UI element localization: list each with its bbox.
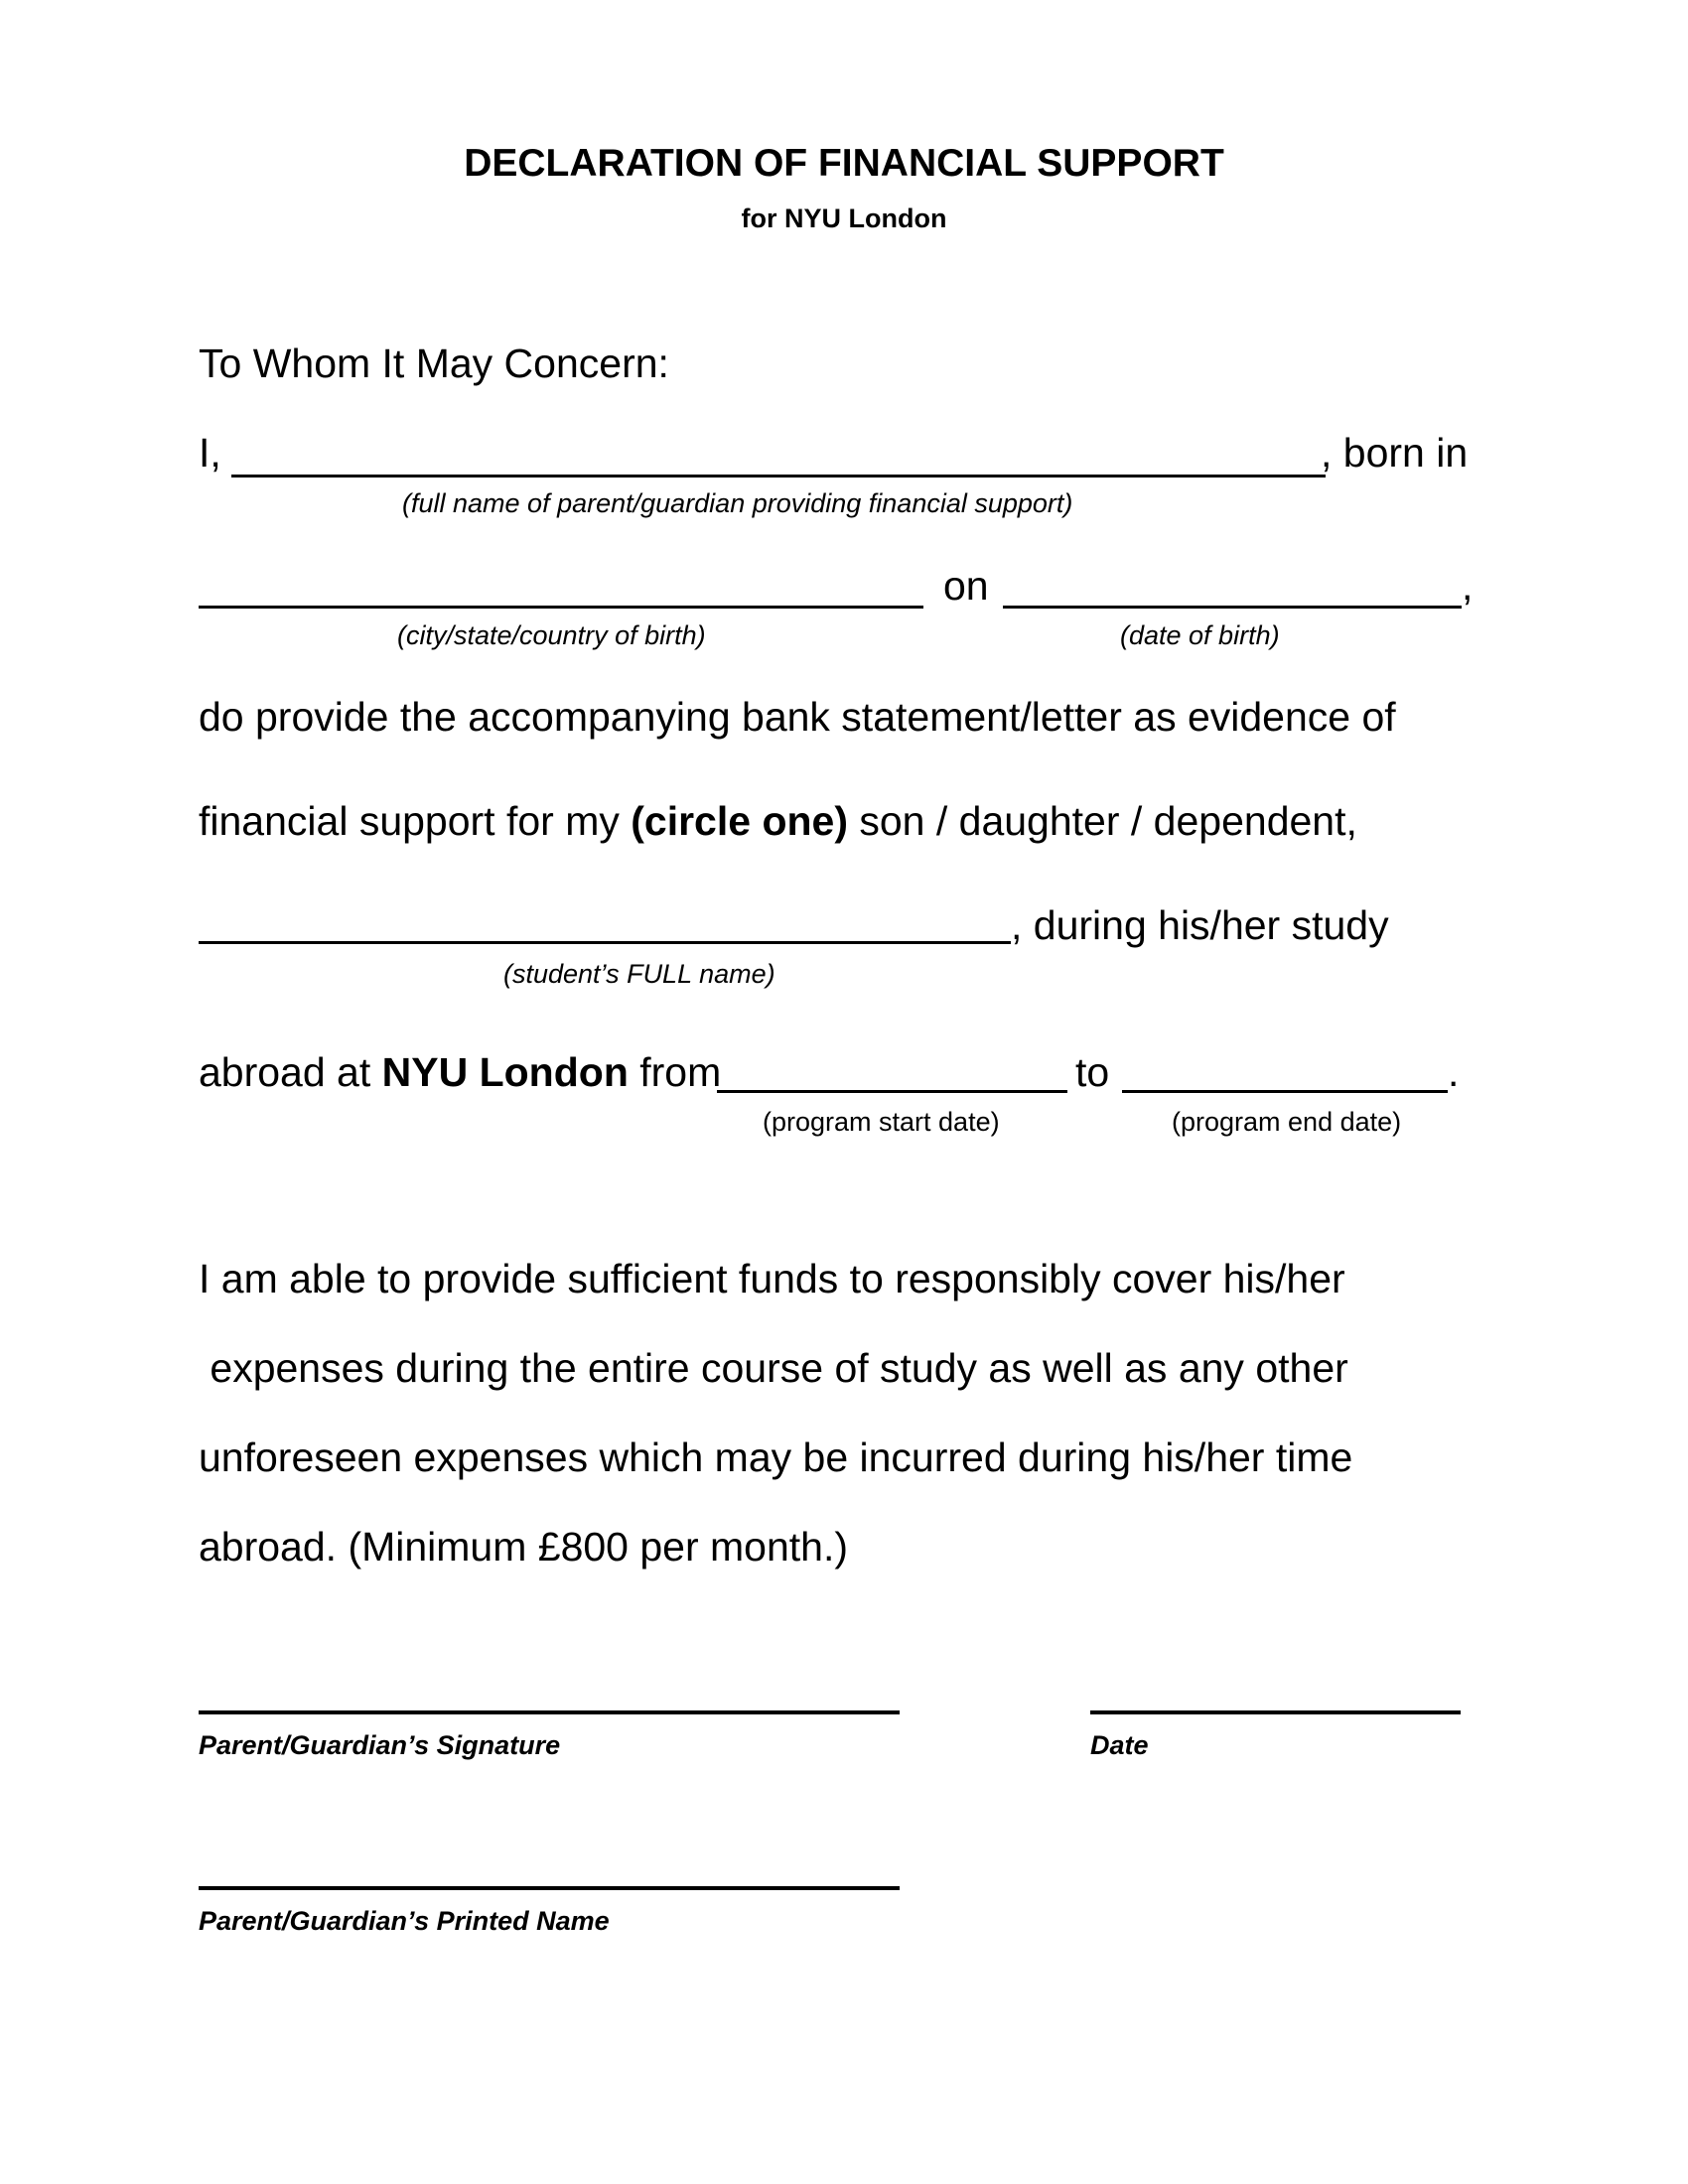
- line2-comma: ,: [1462, 563, 1474, 609]
- parent-name-field[interactable]: [231, 475, 1326, 478]
- paragraph2-line4: abroad. (Minimum £800 per month.): [199, 1524, 849, 1570]
- line4-before: financial support for my: [199, 798, 632, 844]
- line1-prefix: I,: [199, 430, 221, 476]
- line6-text: [199, 1049, 722, 1095]
- program-start-field[interactable]: [717, 1090, 1067, 1093]
- birthplace-field[interactable]: [199, 606, 923, 609]
- line4-text: [199, 798, 1357, 844]
- line2-on: on: [943, 563, 989, 609]
- circle-one-label: (circle one): [631, 798, 848, 844]
- program-end-caption: (program end date): [1172, 1107, 1402, 1137]
- program-end-field[interactable]: [1122, 1090, 1448, 1093]
- form-title: DECLARATION OF FINANCIAL SUPPORT: [464, 142, 1224, 185]
- parent-name-caption: (full name of parent/guardian providing financial support): [402, 488, 1073, 518]
- paragraph2-line1: I am able to provide sufficient funds to responsibly cover his/her: [199, 1256, 1345, 1301]
- nyu-london-label: NYU London: [381, 1049, 629, 1095]
- form-subtitle: for NYU London: [741, 204, 947, 233]
- line6-before: abroad at: [199, 1049, 382, 1095]
- student-name-caption: (student’s FULL name): [503, 959, 775, 989]
- birthdate-field[interactable]: [1003, 606, 1462, 609]
- paragraph2-line2: expenses during the entire course of study as well as any other: [199, 1345, 1348, 1391]
- printed-name-field[interactable]: [199, 1886, 900, 1890]
- salutation: To Whom It May Concern:: [199, 341, 669, 386]
- line6-period: .: [1448, 1049, 1460, 1095]
- date-label: Date: [1090, 1730, 1149, 1760]
- signature-field[interactable]: [199, 1710, 900, 1714]
- line1-suffix: , born in: [1321, 430, 1469, 476]
- line6-to: to: [1075, 1049, 1110, 1095]
- line5-suffix: , during his/her study: [1011, 902, 1389, 948]
- paragraph2-line3: unforeseen expenses which may be incurred during his/her time: [199, 1434, 1353, 1480]
- program-start-caption: (program start date): [763, 1107, 1000, 1137]
- printed-name-label: Parent/Guardian’s Printed Name: [199, 1906, 610, 1936]
- line6-from: from: [628, 1049, 722, 1095]
- signature-label: Parent/Guardian’s Signature: [199, 1730, 561, 1760]
- birthplace-caption: (city/state/country of birth): [397, 620, 706, 650]
- line3-text: do provide the accompanying bank statement/letter as evidence of: [199, 694, 1396, 740]
- date-field[interactable]: [1090, 1710, 1461, 1714]
- relationship-options[interactable]: son / daughter / dependent,: [847, 798, 1357, 844]
- student-name-field[interactable]: [199, 941, 1011, 944]
- birthdate-caption: (date of birth): [1120, 620, 1280, 650]
